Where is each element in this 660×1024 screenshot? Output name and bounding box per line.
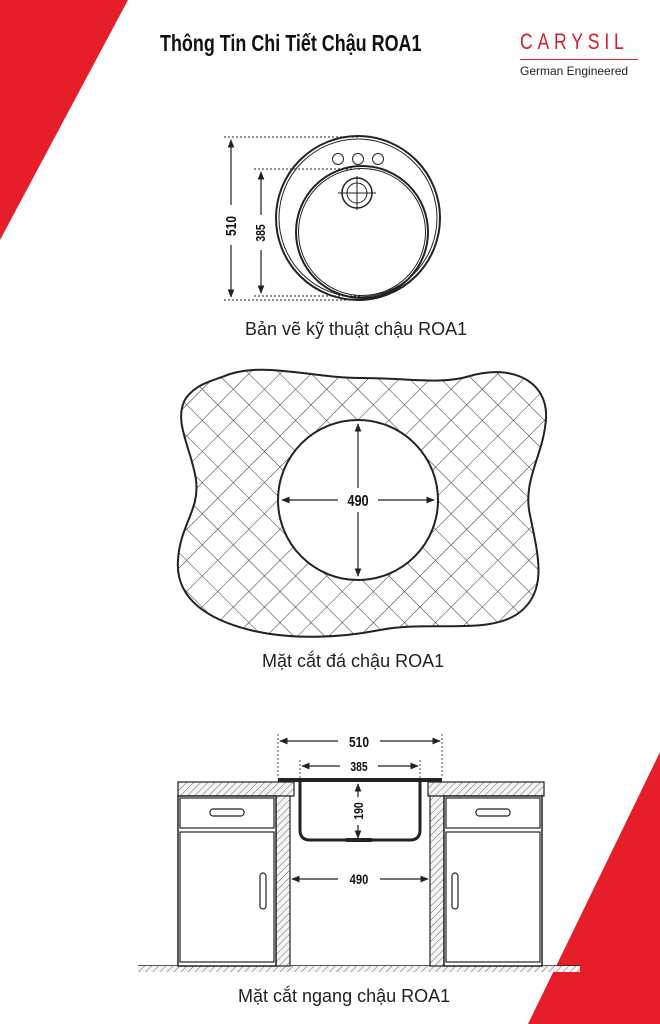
sink-rim xyxy=(278,778,442,782)
top-dim-outer-label: 510 xyxy=(222,215,240,237)
section-dim-inner-label: 385 xyxy=(350,759,368,775)
red-corner-top-left xyxy=(0,0,128,240)
brand-tagline: German Engineered xyxy=(520,64,629,78)
sink-bowl-inner xyxy=(299,169,426,296)
wall-right xyxy=(430,796,444,966)
cabinet-right xyxy=(444,796,542,966)
top-dim-inner-label: 385 xyxy=(253,224,269,242)
brand-divider xyxy=(520,59,638,60)
red-corner-bottom-right xyxy=(528,752,660,1024)
section-dim-outer-label: 510 xyxy=(348,733,370,751)
tap-hole-3 xyxy=(373,154,384,165)
top-view-caption: Bản vẽ kỹ thuật chậu ROA1 xyxy=(245,319,468,339)
countertop-left xyxy=(178,782,294,796)
top-view-drawing xyxy=(224,136,440,300)
wall-left xyxy=(276,796,290,966)
brand-logo xyxy=(520,30,656,78)
countertop-right xyxy=(428,782,544,796)
sink-bowl xyxy=(296,166,428,298)
section-caption: Mặt cắt ngang chậu ROA1 xyxy=(238,986,451,1006)
section-dim-cut-label: 490 xyxy=(349,871,369,888)
cutout-dim-label: 490 xyxy=(347,492,369,511)
sink-outer-rim xyxy=(276,136,440,300)
cabinet-left xyxy=(178,796,276,966)
section-dim-depth-label: 190 xyxy=(351,802,367,820)
tap-hole-2 xyxy=(353,154,364,165)
brand-name: CARYSIL xyxy=(520,29,629,54)
page-title: Thông Tin Chi Tiết Chậu ROA1 xyxy=(160,30,422,56)
tap-hole-1 xyxy=(333,154,344,165)
cutout-caption: Mặt cắt đá chậu ROA1 xyxy=(262,651,445,671)
